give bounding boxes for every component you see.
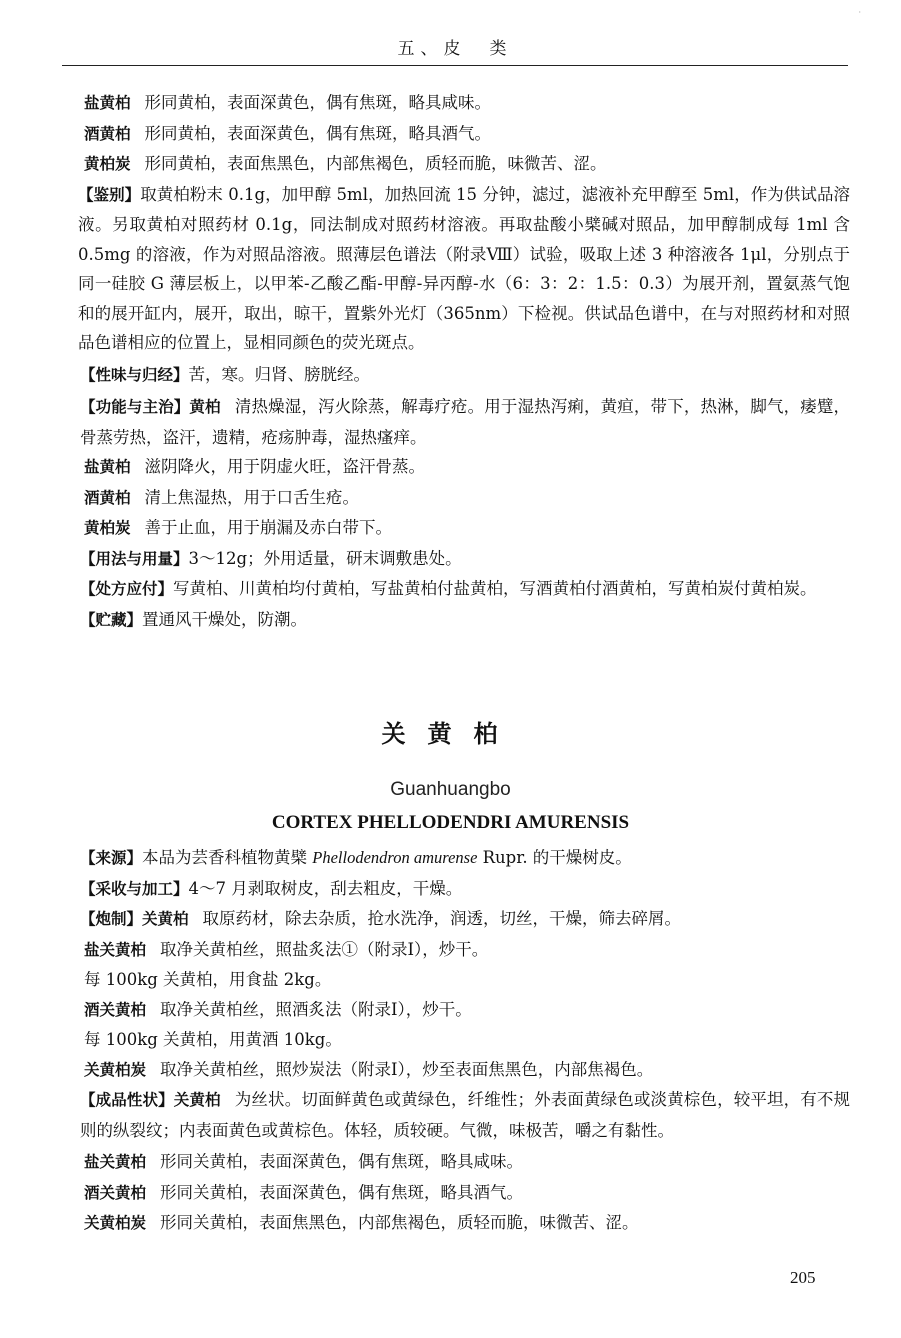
para-salt-huangbo: 盐黄柏 形同黄柏，表面深黄色，偶有焦斑，略具咸味。	[84, 93, 492, 112]
para-processing-salt: 盐关黄柏 取净关黄柏丝，照盐炙法①（附录Ⅰ），炒干。	[84, 939, 489, 959]
para-function: 【功能与主治】黄柏 清热燥湿，泻火除蒸，解毒疗疮。用于湿热泻痢，黄疸，带下，热淋，脚气，痿躄，骨蒸劳热，盗汗，遗精，疮疡肿毒，湿热瘙痒。	[80, 397, 850, 447]
para-identification: 【鉴别】取黄柏粉末 0.1g，加甲醇 5ml，加热回流 15 分钟，滤过，滤液补充甲醇至 5ml，作为供试品溶液。另取黄柏对照药材 0.1g，同法制成对照药材溶液。再取盐酸小檗碱对照品，加甲醇制成每 1ml 含 0.5mg 的溶液，作为对照品溶液。照薄层色谱法（附录Ⅷ）试验，吸取上述 3 种溶液各 1μl，分别点于同一硅胶 G 薄层板上，以甲苯-乙酸乙酯-甲醇-异丙醇-水（6：3：2：1.5：0.3）为展开剂，置氨蒸气饱和的展开缸内，展开，取出，晾干，置紫外光灯（365nm）下检视。供试品色谱中，在与对照药材和对照品色谱相应的位置上，显相同颜色的荧光斑点。	[78, 184, 850, 352]
para-harvest: 【采收与加工】4～7 月剥取树皮，刮去粗皮，干燥。	[80, 878, 463, 898]
para-processing-charcoal: 关黄柏炭 取净关黄柏丝，照炒炭法（附录Ⅰ），炒至表面焦黑色，内部焦褐色。	[84, 1059, 654, 1079]
para-source: 【来源】本品为芸香科植物黄檗 Phellodendron amurense Rupr. 的干燥树皮。	[80, 848, 632, 867]
header-rule	[62, 65, 848, 66]
para-dosage: 【用法与用量】3～12g；外用适量，研末调敷患处。	[80, 548, 462, 568]
para-charcoal-huangbo: 黄柏炭 形同黄柏，表面焦黑色，内部焦褐色，质轻而脆，味微苦、涩。	[84, 154, 607, 173]
entry-latin-name: CORTEX PHELLODENDRI AMURENSIS	[271, 812, 630, 833]
para-product-traits: 【成品性状】关黄柏 为丝状。切面鲜黄色或黄绿色，纤维性；外表面黄绿色或淡黄棕色，较平坦，有不规则的纵裂纹；内表面黄色或黄棕色。体轻，质较硬。气微，味极苦，嚼之有黏性。	[80, 1090, 850, 1140]
para-function-salt: 盐黄柏 滋阴降火，用于阴虚火旺，盗汗骨蒸。	[84, 457, 426, 476]
para-processing-salt-note: 每 100kg 关黄柏，用食盐 2kg。	[84, 970, 332, 989]
guanhuangbo-entry	[80, 843, 850, 1239]
para-traits-wine: 酒关黄柏 形同关黄柏，表面深黄色，偶有焦斑，略具酒气。	[84, 1182, 524, 1202]
para-function-wine: 酒黄柏 清上焦湿热，用于口舌生疮。	[84, 487, 360, 507]
para-processing-wine-note: 每 100kg 关黄柏，用黄酒 10kg。	[84, 1030, 342, 1049]
running-header: 五、皮 类	[397, 39, 513, 59]
para-traits-salt: 盐关黄柏 形同关黄柏，表面深黄色，偶有焦斑，略具咸味。	[84, 1152, 524, 1171]
corner-mark: ·	[858, 8, 861, 17]
para-prescription: 【处方应付】写黄柏、川黄柏均付黄柏，写盐黄柏付盐黄柏，写酒黄柏付酒黄柏，写黄柏炭付黄柏炭。	[80, 579, 817, 598]
para-processing-wine: 酒关黄柏 取净关黄柏丝，照酒炙法（附录Ⅰ），炒干。	[84, 999, 472, 1019]
para-processing: 【炮制】关黄柏 取原药材，除去杂质，抢水洗净，润透，切丝，干燥，筛去碎屑。	[80, 909, 682, 928]
entry-title: 关黄柏	[381, 720, 520, 748]
para-nature-meridian: 【性味与归经】苦，寒。归肾、膀胱经。	[80, 364, 371, 384]
huangbo-continuation	[80, 88, 850, 635]
entry-pinyin: Guanhuangbo	[390, 779, 511, 800]
para-function-charcoal: 黄柏炭 善于止血，用于崩漏及赤白带下。	[84, 518, 393, 537]
para-wine-huangbo: 酒黄柏 形同黄柏，表面深黄色，偶有焦斑，略具酒气。	[84, 123, 492, 143]
para-storage: 【贮藏】置通风干燥处，防潮。	[80, 609, 308, 629]
para-traits-charcoal: 关黄柏炭 形同关黄柏，表面焦黑色，内部焦褐色，质轻而脆，味微苦、涩。	[84, 1213, 639, 1232]
page-number: 205	[790, 1268, 816, 1287]
